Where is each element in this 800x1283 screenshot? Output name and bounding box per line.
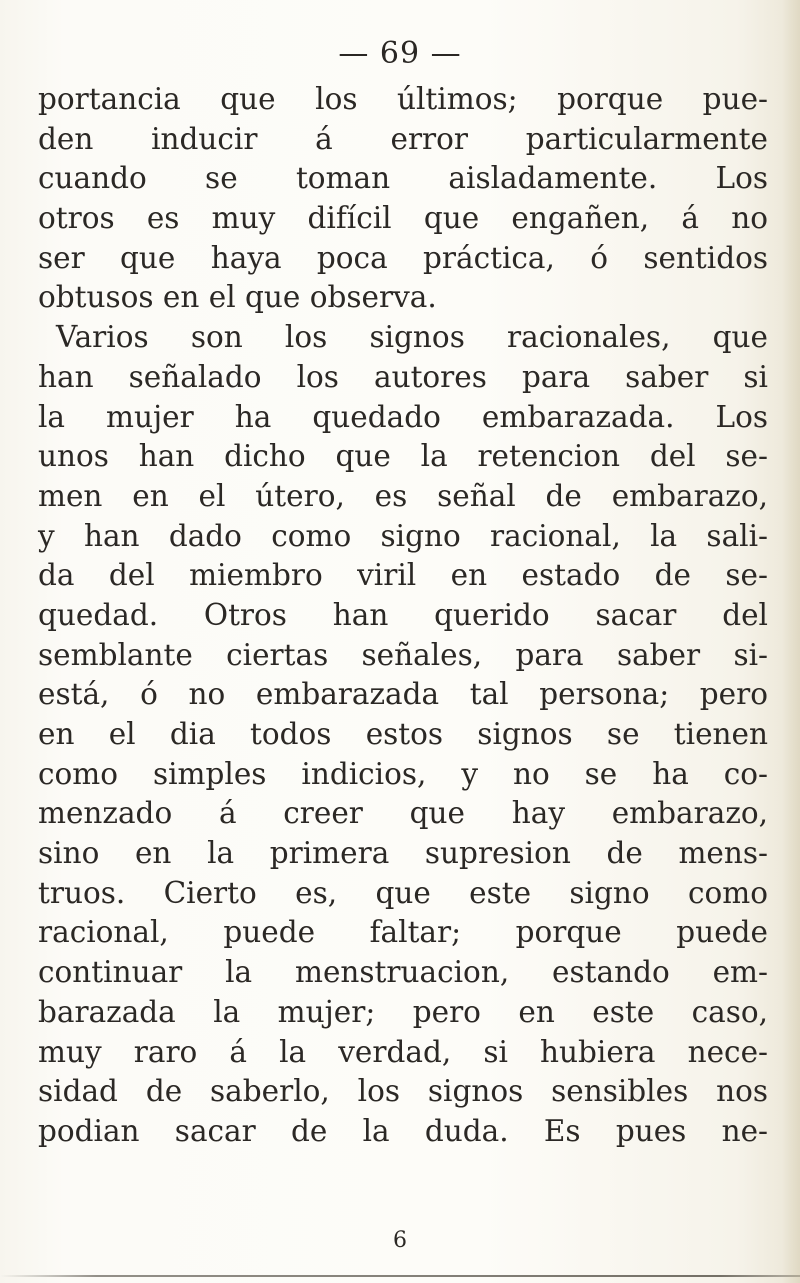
text-line-14: quedad. Otros han querido sacar del <box>38 597 768 632</box>
text-line-16: está, ó no embarazada tal persona; pero <box>38 677 768 712</box>
text-line-24: barazada la mujer; pero en este caso, <box>38 994 768 1029</box>
text-line-20: sino en la primera supresion de mens- <box>38 836 768 871</box>
text-line-19: menzado á creer que hay embarazo, <box>38 796 768 831</box>
text-line-13: da del miembro viril en estado de se- <box>38 558 768 593</box>
text-line-26: sidad de saberlo, los signos sensibles nos <box>38 1074 768 1109</box>
text-line-4: otros es muy difícil que engañen, á no <box>38 201 768 236</box>
bottom-edge-line <box>0 1275 800 1277</box>
text-line-18: como simples indicios, y no se ha co- <box>38 756 768 791</box>
body-text <box>38 80 768 1152</box>
text-line-5: ser que haya poca práctica, ó sentidos <box>38 240 768 275</box>
text-line-10: unos han dicho que la retencion del se- <box>38 439 768 474</box>
page-edge-shadow <box>782 0 800 1283</box>
text-line-15: semblante ciertas señales, para saber si- <box>38 637 768 672</box>
text-line-21: truos. Cierto es, que este signo como <box>38 875 768 910</box>
text-line-6: obtusos en el que observa. <box>38 280 437 315</box>
text-line-9: la mujer ha quedado embarazada. Los <box>38 399 768 434</box>
text-line-3: cuando se toman aisladamente. Los <box>38 161 768 196</box>
text-line-12: y han dado como signo racional, la sali- <box>38 518 768 553</box>
text-line-7: Varios son los signos racionales, que <box>56 320 768 355</box>
text-line-2: den inducir á error particularmente <box>38 121 768 156</box>
text-line-17: en el dia todos estos signos se tienen <box>38 717 768 751</box>
text-line-25: muy raro á la verdad, si hubiera nece- <box>38 1034 768 1069</box>
text-line-23: continuar la menstruacion, estando em- <box>38 955 768 990</box>
text-line-8: han señalado los autores para saber si <box>38 359 768 394</box>
signature-mark: 6 <box>393 1228 407 1253</box>
text-line-22: racional, puede faltar; porque puede <box>38 915 768 950</box>
text-line-1: portancia que los últimos; porque pue- <box>38 82 768 116</box>
text-line-27: podian sacar de la duda. Es pues ne- <box>38 1113 768 1148</box>
page-number: — 69 — <box>338 36 462 71</box>
text-line-11: men en el útero, es señal de embarazo, <box>38 478 768 513</box>
